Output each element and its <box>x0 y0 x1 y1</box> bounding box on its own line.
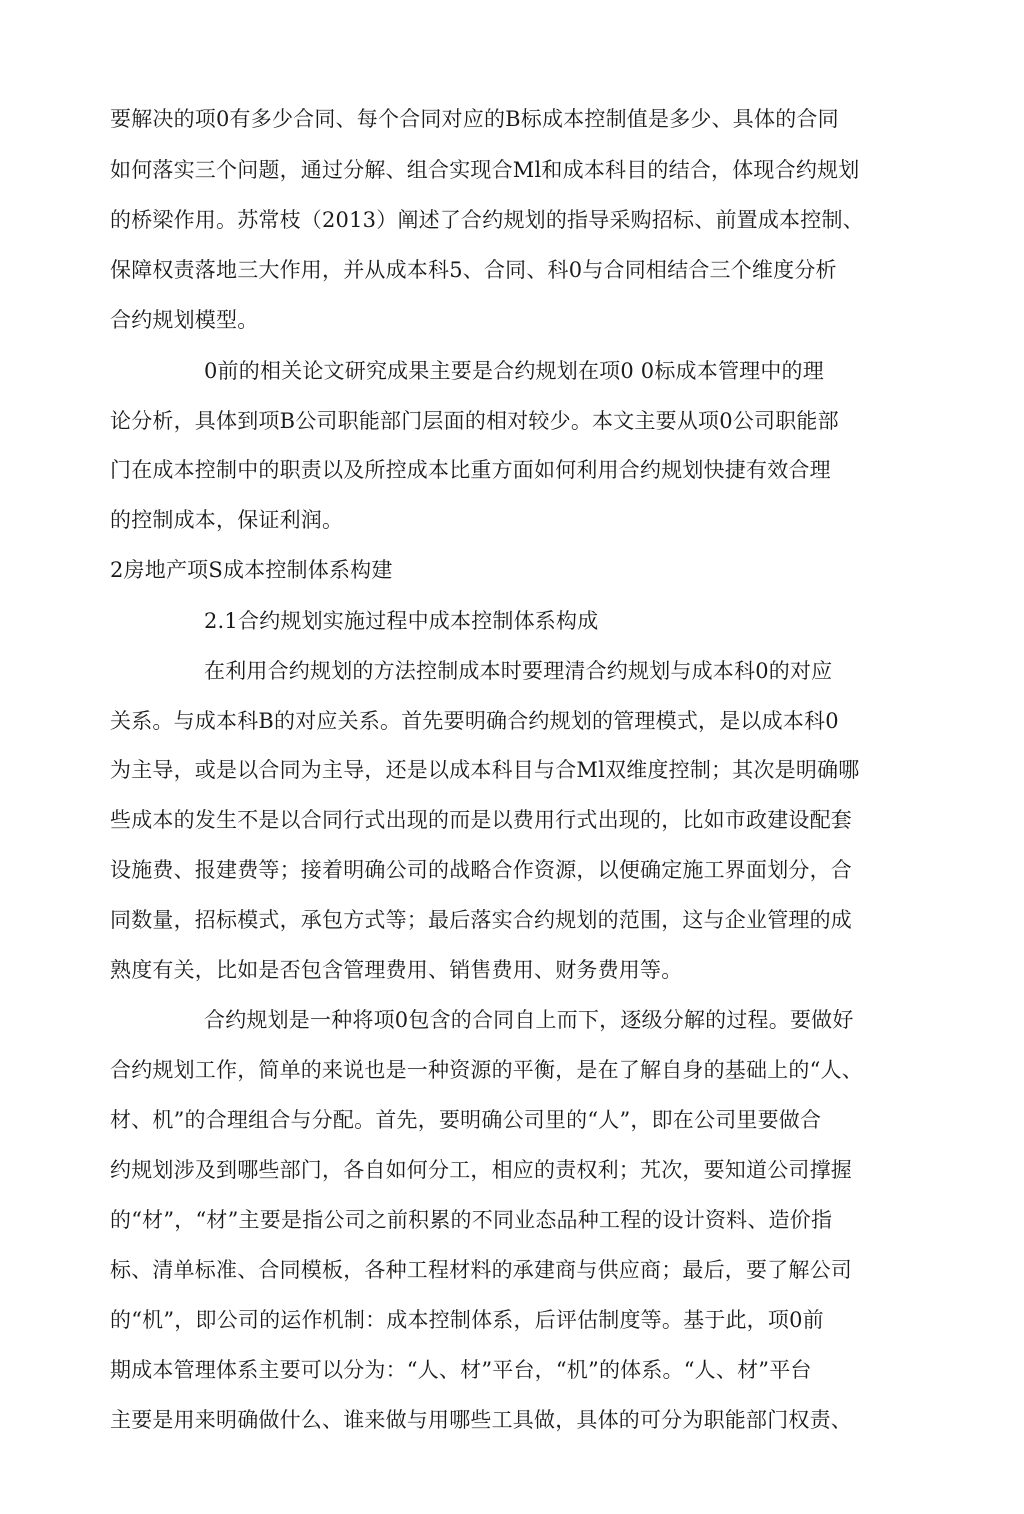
paragraph-line: 的控制成本，保证利润。 <box>110 508 344 532</box>
paragraph-line: 合约规划模型。 <box>110 308 259 332</box>
paragraph-line: 熟度有关，比如是否包含管理费用、销售费用、财务费用等。 <box>110 958 683 982</box>
subsection-heading: 2.1合约规划实施过程中成本控制体系构成 <box>204 609 599 633</box>
paragraph-line: 同数量，招标模式，承包方式等；最后落实合约规划的范围，这与企业管理的成 <box>110 908 852 932</box>
paragraph-line: 论分析，具体到项B公司职能部门层面的相对较少。本文主要从项0公司职能部 <box>110 409 839 433</box>
paragraph-line: 关系。与成本科B的对应关系。首先要明确合约规划的管理模式，是以成本科0 <box>110 709 839 733</box>
paragraph-line: 0前的相关论文研究成果主要是合约规划在项0 0标成本管理中的理 <box>204 359 824 383</box>
paragraph-line: 在利用合约规划的方法控制成本时要理清合约规划与成本科0的对应 <box>204 659 833 683</box>
paragraph-line: 保障权责落地三大作用，并从成本科5、合同、科0与合同相结合三个维度分析 <box>110 258 837 282</box>
paragraph-line: 材、机”的合理组合与分配。首先，要明确公司里的“人”，即在公司里要做合 <box>110 1108 822 1132</box>
paragraph-line: 些成本的发生不是以合同行式出现的而是以费用行式出现的，比如市政建设配套 <box>110 808 852 832</box>
paragraph-line: 设施费、报建费等；接着明确公司的战略合作资源，以便确定施工界面划分，合 <box>110 858 852 882</box>
paragraph-line: 的桥梁作用。苏常枝（2013）阐述了合约规划的指导采购招标、前置成本控制、 <box>110 208 864 232</box>
paragraph-line: 合约规划工作，简单的来说也是一种资源的平衡，是在了解自身的基础上的“人、 <box>110 1058 863 1082</box>
paragraph-line: 门在成本控制中的职责以及所控成本比重方面如何利用合约规划快捷有效合理 <box>110 458 831 482</box>
paragraph-line: 合约规划是一种将项0包含的合同自上而下，逐级分解的过程。要做好 <box>204 1008 854 1032</box>
paragraph-line: 为主导，或是以合同为主导，还是以成本科目与合Ml双维度控制；其次是明确哪 <box>110 758 860 782</box>
paragraph-line: 要解决的项0有多少合同、每个合同对应的B标成本控制值是多少、具体的合同 <box>110 107 839 131</box>
paragraph-line: 期成本管理体系主要可以分为：“人、材”平台，“机”的体系。“人、材”平台 <box>110 1358 812 1382</box>
section-heading: 2房地产项S成本控制体系构建 <box>110 558 393 582</box>
paragraph-line: 的“材”，“材”主要是指公司之前积累的不同业态品种工程的设计资料、造价指 <box>110 1208 833 1232</box>
paragraph-line: 主要是用来明确做什么、谁来做与用哪些工具做，具体的可分为职能部门权责、 <box>110 1408 852 1432</box>
paragraph-line: 的“机”，即公司的运作机制：成本控制体系，后评估制度等。基于此，项0前 <box>110 1308 824 1332</box>
paragraph-line: 如何落实三个问题，通过分解、组合实现合Ml和成本科目的结合，体现合约规划 <box>110 158 860 182</box>
paragraph-line: 标、清单标准、合同模板，各种工程材料的承建商与供应商；最后，要了解公司 <box>110 1258 852 1282</box>
paragraph-line: 约规划涉及到哪些部门，各自如何分工，相应的责权利；艽次，要知道公司撑握 <box>110 1158 852 1182</box>
